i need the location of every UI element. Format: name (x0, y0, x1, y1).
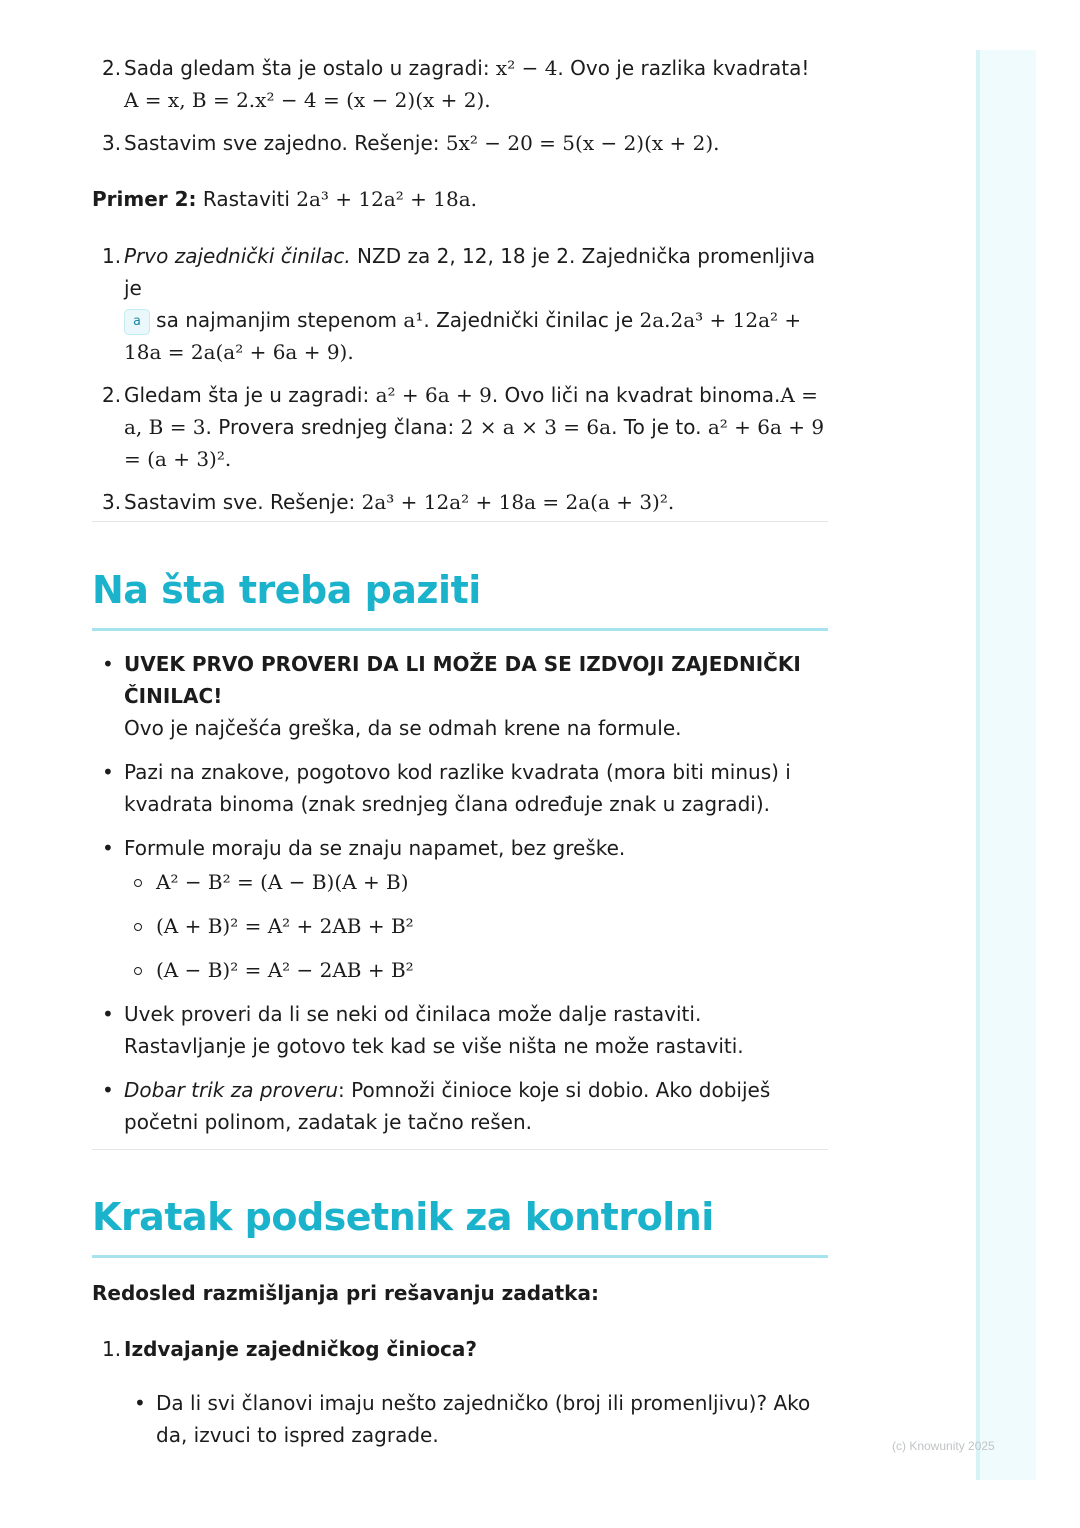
tip-text: Uvek proveri da li se neki od činilaca može dalje rastaviti. Rastavljanje je gotovo tek kad se više ništa ne može rastaviti. (124, 1002, 744, 1058)
bullet-icon: • (102, 836, 114, 860)
tip-text: Ovo je najčešća greška, da se odmah krene na formule. (124, 716, 682, 740)
step-text: NZD za 2, 12, 18 je 2. Zajednička promenljiva je (124, 244, 816, 300)
list-item (92, 998, 828, 1062)
step-text: Gledam šta je u zagradi: (124, 383, 376, 407)
math-expression: 2 × a × 3 = 6a (460, 415, 612, 439)
list-item (92, 1333, 828, 1451)
tip-bold: UVEK PRVO PROVERI DA LI MOŽE DA SE IZDVOJI ZAJEDNIČKI ČINILAC! (124, 652, 801, 708)
math-expression: A = x, B = 2.x² − 4 = (x − 2)(x + 2). (124, 88, 491, 112)
bullet-icon: • (102, 760, 114, 784)
step-text: Da li svi članovi imaju nešto zajedničko (broj ili promenljivu)? Ako da, izvuci to ispred zagrade. (156, 1391, 811, 1447)
side-panel (976, 50, 1036, 1480)
checklist-steps (92, 1333, 828, 1451)
section-intro: Redosled razmišljanja pri rešavanju zadatka: (92, 1281, 599, 1305)
tip-text: : Pomnoži činioce koje si dobio. Ako dobiješ početni polinom, zadatak je tačno rešen. (124, 1078, 771, 1134)
math-expression: x² − 4 (495, 56, 558, 80)
step-text: . Provera srednjeg člana: (205, 415, 461, 439)
circle-bullet-icon (134, 879, 142, 887)
tip-italic: Dobar trik za proveru (124, 1078, 339, 1102)
step-text: . Ovo liči na kvadrat binoma. (491, 383, 781, 407)
example1-steps (92, 52, 828, 159)
math-expression: a¹ (403, 308, 424, 332)
step-text: . Zajednički činilac je (423, 308, 640, 332)
list-item (92, 756, 828, 820)
list-item (92, 1074, 828, 1138)
formula: (A + B)² = A² + 2AB + B² (156, 914, 414, 938)
math-expression: A = a, B = 3 (124, 383, 818, 439)
item-number: 2. (102, 56, 122, 80)
formula-item (124, 910, 828, 942)
formula: A² − B² = (A − B)(A + B) (156, 870, 409, 894)
bullet-icon: • (102, 652, 114, 676)
tip-text: Formule moraju da se znaju napamet, bez greške. (124, 836, 626, 860)
section-heading: Na šta treba paziti (92, 560, 828, 631)
tips-list (92, 648, 828, 1138)
bullet-icon: • (134, 1391, 146, 1415)
step-italic: Prvo zajednički činilac. (124, 244, 351, 268)
list-item (92, 832, 828, 986)
step-text: Sastavim sve zajedno. Rešenje: (124, 131, 446, 155)
example-label: Primer 2: (92, 187, 197, 211)
item-number: 3. (102, 131, 122, 155)
step-text: Sastavim sve. Rešenje: (124, 490, 362, 514)
formula: (A − B)² = A² − 2AB + B² (156, 958, 414, 982)
circle-bullet-icon (134, 923, 142, 931)
divider (92, 521, 828, 522)
formula-item (124, 866, 828, 898)
step-text: Sada gledam šta je ostalo u zagradi: (124, 56, 496, 80)
step-text: . Ovo je razlika kvadrata! (557, 56, 810, 80)
list-item (92, 379, 828, 475)
list-item (92, 486, 828, 518)
example2-title (92, 183, 477, 215)
formula-list (124, 866, 828, 986)
inline-code: a (124, 309, 150, 335)
list-item (92, 127, 828, 159)
bullet-icon: • (102, 1002, 114, 1026)
math-expression: 2a³ + 12a² + 18a. (296, 187, 478, 211)
step-bullets (124, 1387, 828, 1451)
example2-steps (92, 240, 828, 518)
bullet-icon: • (102, 1078, 114, 1102)
section-heading: Kratak podsetnik za kontrolni (92, 1187, 828, 1258)
list-item (124, 1387, 828, 1451)
example-text: Rastaviti (196, 187, 297, 211)
math-expression: a² + 6a + 9 = (a + 3)². (124, 415, 825, 471)
math-expression: 5x² − 20 = 5(x − 2)(x + 2). (445, 131, 720, 155)
math-expression: a² + 6a + 9 (375, 383, 492, 407)
watermark: (c) Knowunity 2025 (892, 1439, 995, 1453)
step-title: Izdvajanje zajedničkog činioca? (124, 1337, 478, 1361)
item-number: 3. (102, 490, 122, 514)
list-item (92, 240, 828, 368)
list-item (92, 648, 828, 744)
step-text: . To je to. (611, 415, 708, 439)
math-expression: 2a³ + 12a² + 18a = 2a(a + 3)². (361, 490, 675, 514)
circle-bullet-icon (134, 967, 142, 975)
tip-text: Pazi na znakove, pogotovo kod razlike kvadrata (mora biti minus) i kvadrata binoma (znak srednjeg člana određuje znak u zagradi). (124, 760, 791, 816)
item-number: 1. (102, 1337, 122, 1361)
list-item (92, 52, 828, 116)
formula-item (124, 954, 828, 986)
math-expression: 2a.2a³ + 12a² + 18a = 2a(a² + 6a + 9). (124, 308, 802, 364)
item-number: 2. (102, 383, 122, 407)
item-number: 1. (102, 244, 122, 268)
step-text: sa najmanjim stepenom (149, 308, 404, 332)
divider (92, 1149, 828, 1150)
